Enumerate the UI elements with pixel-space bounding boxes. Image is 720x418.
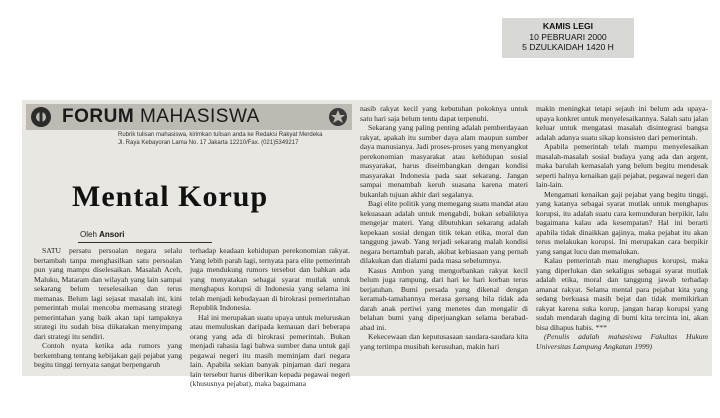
rubric-contact bbox=[118, 132, 354, 147]
article-paragraph: SATU persatu persoalan negara selalu bertambah tanpa menghasilkan satu persoalan pun yang mampu diselesaikan. Masalah Aceh, Maluku, Mataram dan wilayah yang lain sampai sekarang belum terselesaikan dan terus memanas. Belum lagi sejasat masalah ini, kini pemerintah mulai mencoba memasang strategi pemerintahan yang baik akan tapi tampaknya strategi itu sudah bisa diikatakan menyimpang dari strategi itu sendiri. bbox=[34, 246, 182, 341]
newspaper-clipping bbox=[22, 100, 712, 388]
byline-author: Ansori bbox=[99, 230, 125, 239]
article-paragraph: Kalau pemerintah mau menghapus korupsi, maka yang diperlukan dan sekaligus sebagai syarat mutlak adalah etika, moral dan tanggung jawab terhadap amanat rakyat. Selama mental para pejabat kita yang sedang berkuasa masih bejat dan tidak memikirkan rakyat karena suka korup, jangan harap korupsi yang sudah mendarah daging di bumi kita tercinta ini, akan bisa dihapus habis. *** bbox=[536, 256, 708, 332]
article-paragraph: Apabila pemerintah telah mampu menyelesaikan masalah-masalah sosial budaya yang ada dan argent, maka barulah kemasalah yang belum begitu mendesak seperti halnya kenaikan gaji pejabat, pegawai negeri dan lain-lain. bbox=[536, 142, 708, 189]
article-column-3 bbox=[360, 104, 528, 372]
article-column-4 bbox=[536, 104, 708, 372]
article-paragraph: nasib rakyat kecil yang kebutuhan pokoknya untuk satu hari saja belum tentu dapat terpenuhi. bbox=[360, 104, 528, 123]
date-gregorian: 10 PEBRUARI 2000 bbox=[529, 31, 607, 42]
article-byline bbox=[80, 230, 124, 239]
article-paragraph: Hal ini merupakan suatu upaya untuk meluruskan atau memuluskan daripada kemauan dari beberapa orang yang ada di birokrasi pemerintah. Bukan menjadi rahasia lagi bahwa sumber dana untuk gaji pegawai negeri itu masih meminjam dari negara lain. Apabila sekian banyak pinjaman dari negara lain tersebut harus diberikan kepada pegawai negeri (khususnya pejabat), maka bagaimana bbox=[190, 312, 350, 388]
date-day: KAMIS LEGI bbox=[542, 21, 594, 31]
article-column-2 bbox=[190, 246, 350, 388]
date-stamp bbox=[502, 18, 634, 58]
rubric-banner bbox=[26, 104, 352, 130]
rubric-contact-line1: Rubrik tulisan mahasiswa, kirimkan tulisan anda ke Redaksi Rakyat Merdeka bbox=[118, 132, 323, 138]
author-credit: (Penulis adalah mahasiswa Fakultas Hukum Universitas Lampung Angkatan 1999) bbox=[536, 332, 708, 351]
rubric-title bbox=[62, 106, 260, 128]
article-paragraph: Sekarang yang paling penting adalah pemberdayaan rakyat, apakah itu sumber daya alam maupun sumber daya manusianya. Jadi proses-proses yang menyangkut perekonomian masyarakat atau kehidupan sosial masyarakat, harus diseimbangkan dengan kondisi masyarakat Indonesia pada saat sekarang. Jangan sampai menambah keruh suasana karena materi bukanlah tujuan akhir dari segalanya. bbox=[360, 123, 528, 199]
article-paragraph: Bagi elite politik yang memegang suatu mandat atau kekuasaan adalah untuk mengabdi, bukan sebaliknya mengejar materi. Yang dibutuhkan sekarang adalah kepekaan sosial dengan titik tekan etika, moral dan tanggung jawab. Yang terjadi sekarang malah kondisi negara bertambah parah, akibat kebiasaan yang pernah dilakukan dan dialami pada masa sebelumnya. bbox=[360, 199, 528, 265]
byline-prefix: Oleh bbox=[80, 230, 97, 239]
article-paragraph: makin meningkat tetapi sejauh ini belum ada upaya-upaya konkret untuk menyelesaikannya. Salah satu jalan keluar untuk mengatasi masalah disintegrasi bangsa adalah adanya suatu sikap konsisten dari pemerintah. bbox=[536, 104, 708, 142]
rubric-title-light: MAHASISWA bbox=[139, 106, 260, 127]
date-hijri: 5 DZULKAIDAH 1420 H bbox=[522, 42, 614, 52]
rubric-contact-line2: Jl. Raya Kebayoran Lama No. 17 Jakarta 12210/Fax. (021)5349217 bbox=[118, 139, 299, 146]
article-paragraph: Contoh nyata ketika ada rumors yang berkembang tentang kebijakan gaji pejabat yang begitu tinggi ternyata sangat berpengaruh bbox=[34, 341, 182, 369]
article-headline: Mental Korup bbox=[72, 180, 269, 213]
article-paragraph: Kasus Ambon yang mengorbankan rakyat kecil belum juga rampung, dari hari ke hari korban terus berjatuhan. Bumi persada yang dikenal dengan keramah-tamahannya merasa gersang bila tidak ada darah anak pertiwi yang menetes dan mengalir di belahan bumi yang diperjuangkan selama berabad-abad ini. bbox=[360, 265, 528, 332]
byline-divider bbox=[78, 242, 212, 243]
article-paragraph: Kekecewaan dan keputusasaan saudara-saudara kita yang tertimpa musibah kerusuhan, makin hari bbox=[360, 332, 528, 351]
rubric-emblem-icon bbox=[328, 107, 348, 127]
rubric-logo-icon bbox=[30, 106, 52, 128]
article-paragraph: Mengamati kenaikan gaji pejabat yang begitu tinggi, yang katanya sebagai syarat mutlak untuk menghapus korupsi, itu adalah suatu cara kemunduran berpikir, lalu bagaimana kalau ada kesempatan? Hal ini berarti apabila tidak dinaikkan gajinya, maka pejabat itu akan terus melakukan korupsi. Ini merupakan cara berpikir yang sangat lucu dan memalukan. bbox=[536, 189, 708, 256]
article-paragraph: terhadap keadaan kehidupan perekonomian rakyat. Yang lebih parah lagi, ternyata para elite pemerintah juga mendukung rumors tersebut dan bahkan ada yang menyatakan sebagai syarat mutlak untuk menghapus korupsi di Indonesia yang selama ini telah menjadi kebudayaan di birokrasi pemerintahan Republik Indonesia. bbox=[190, 246, 350, 312]
rubric-title-bold: FORUM bbox=[62, 106, 135, 127]
article-column-1 bbox=[34, 246, 182, 372]
